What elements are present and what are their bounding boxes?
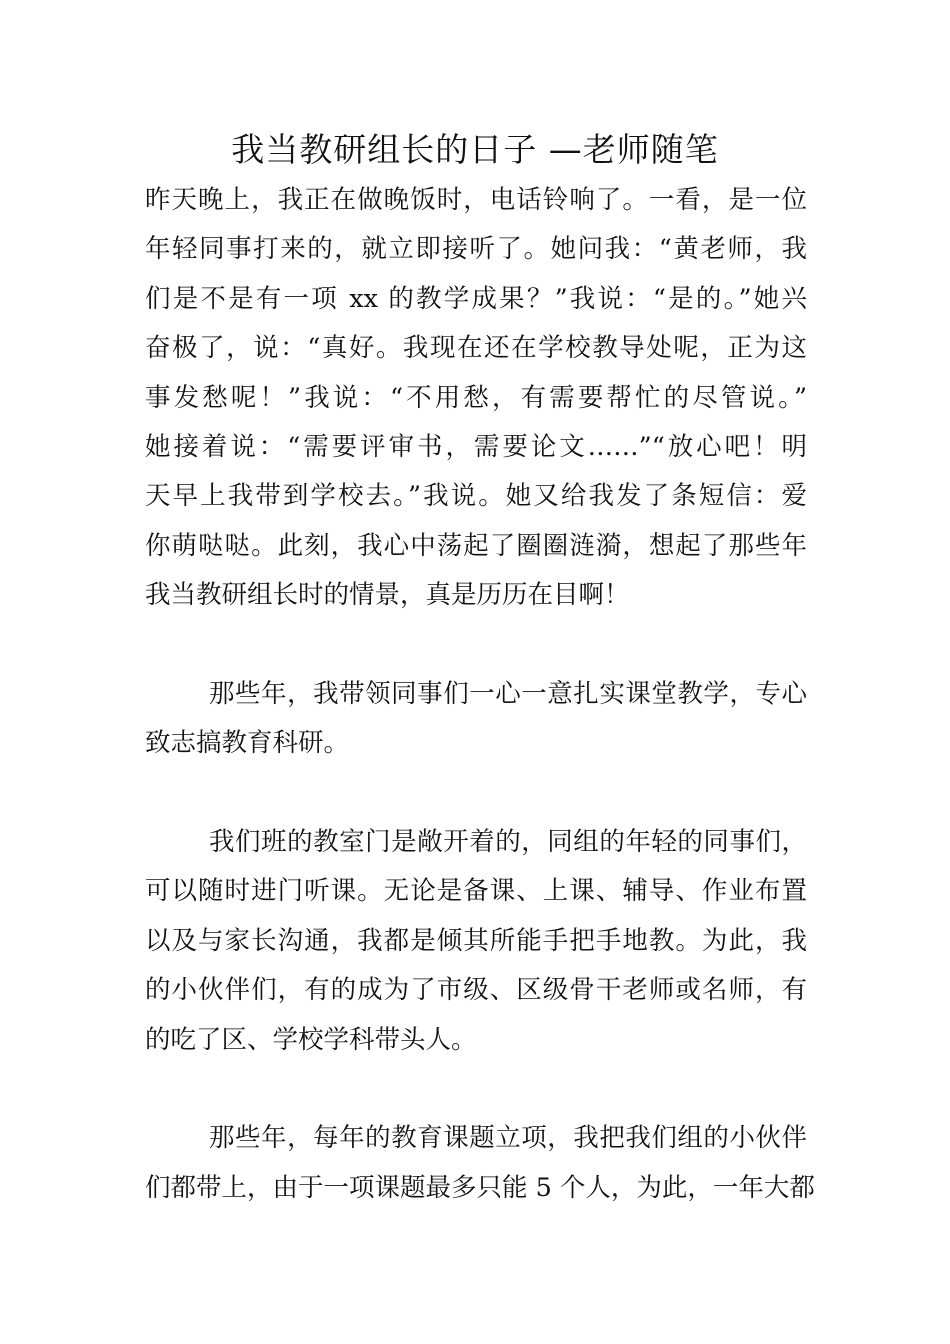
text-line: 她接着说：“需要评审书，需要论文……”“放心吧！明 [145,431,807,462]
paragraph-spacer [145,621,807,670]
text-line: 的吃了区、学校学科带头人。 [145,1024,477,1055]
text-line: 们都带上，由于一项课题最多只能 5 个人，为此，一年大都 [145,1172,815,1203]
text-line: 我们班的教室门是敞开着的，同组的年轻的同事们， [209,827,807,858]
text-line: 奋极了，说：“真好。我现在还在学校教导处呢，正为这 [145,333,807,364]
text-line: 的小伙伴们，有的成为了市级、区级骨干老师或名师，有 [145,975,807,1006]
paragraph-spacer [145,769,807,818]
text-line: 们是不是有一项 xx 的教学成果？”我说：“是的。”她兴 [145,283,807,314]
text-line: 以及与家长沟通，我都是倾其所能手把手地教。为此，我 [145,925,807,956]
article-body [145,176,815,1213]
paragraph [145,670,807,769]
paragraph-spacer [145,1065,807,1114]
text-line: 我当教研组长时的情景，真是历历在目啊！ [145,580,630,611]
paragraph [145,818,807,1065]
text-line: 你萌哒哒。此刻，我心中荡起了圈圈涟漪，想起了那些年 [145,530,807,561]
text-line: 可以随时进门听课。无论是备课、上课、辅导、作业布置 [145,876,807,907]
text-line: 天早上我带到学校去。”我说。她又给我发了条短信：爱 [145,481,807,512]
text-line: 致志搞教育科研。 [145,728,350,759]
text-line: 昨天晚上，我正在做晚饭时，电话铃响了。一看，是一位 [145,185,807,215]
text-line: 年轻同事打来的，就立即接听了。她问我：“黄老师，我 [145,234,807,265]
paragraph [145,176,807,621]
paragraph [145,1114,815,1213]
text-line: 那些年，我带领同事们一心一意扎实课堂教学，专心 [209,678,807,709]
text-line: 事发愁呢！”我说：“不用愁，有需要帮忙的尽管说。” [145,382,807,413]
page-title: 我当教研组长的日子 —老师随笔 [231,130,719,169]
text-line: 那些年，每年的教育课题立项，我把我们组的小伙伴 [209,1123,807,1154]
